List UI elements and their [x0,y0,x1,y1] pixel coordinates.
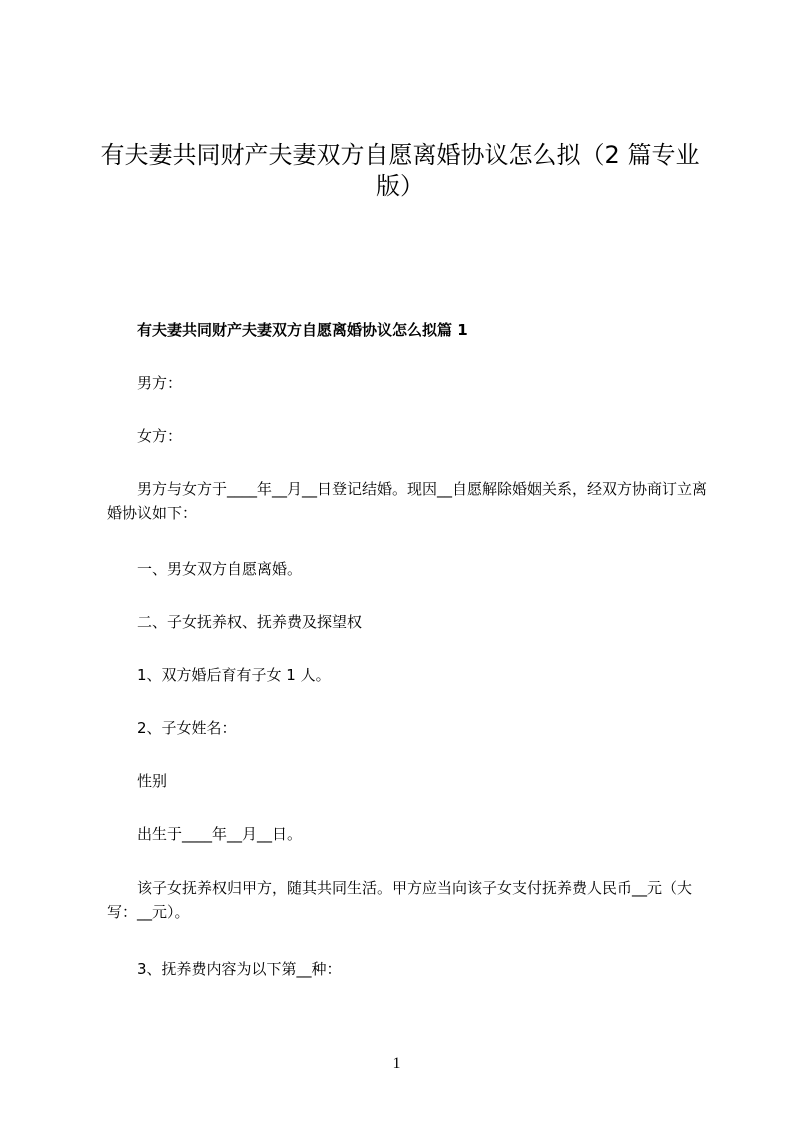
paragraph-custody-support: 该子女抚养权归甲方，随其共同生活。甲方应当向该子女支付抚养费人民币__元（大写：__元）。 [107,879,693,921]
paragraph-clause-1: 一、男女双方自愿离婚。 [137,560,303,578]
paragraph-child-gender: 性别 [137,772,168,790]
paragraph-female-party: 女方： [137,427,183,445]
document-title: 有夫妻共同财产夫妻双方自愿离婚协议怎么拟（2 篇专业版） [100,141,700,200]
paragraph-clause-2: 二、子女抚养权、抚养费及探望权 [137,613,363,631]
paragraph-male-party: 男方： [137,374,183,392]
paragraph-support-content: 3、抚养费内容为以下第__种： [137,960,342,978]
paragraph-marriage-registration: 男方与女方于____年__月__日登记结婚。现因__自愿解除婚姻关系，经双方协商订立离婚协议如下： [107,480,708,522]
paragraph-children-count: 1、双方婚后育有子女 1 人。 [137,666,331,684]
page-number: 1 [392,1055,401,1072]
section-heading: 有夫妻共同财产夫妻双方自愿离婚协议怎么拟篇 1 [137,321,468,339]
paragraph-child-name: 2、子女姓名： [137,719,237,737]
paragraph-child-birth: 出生于____年__月__日。 [137,825,303,843]
